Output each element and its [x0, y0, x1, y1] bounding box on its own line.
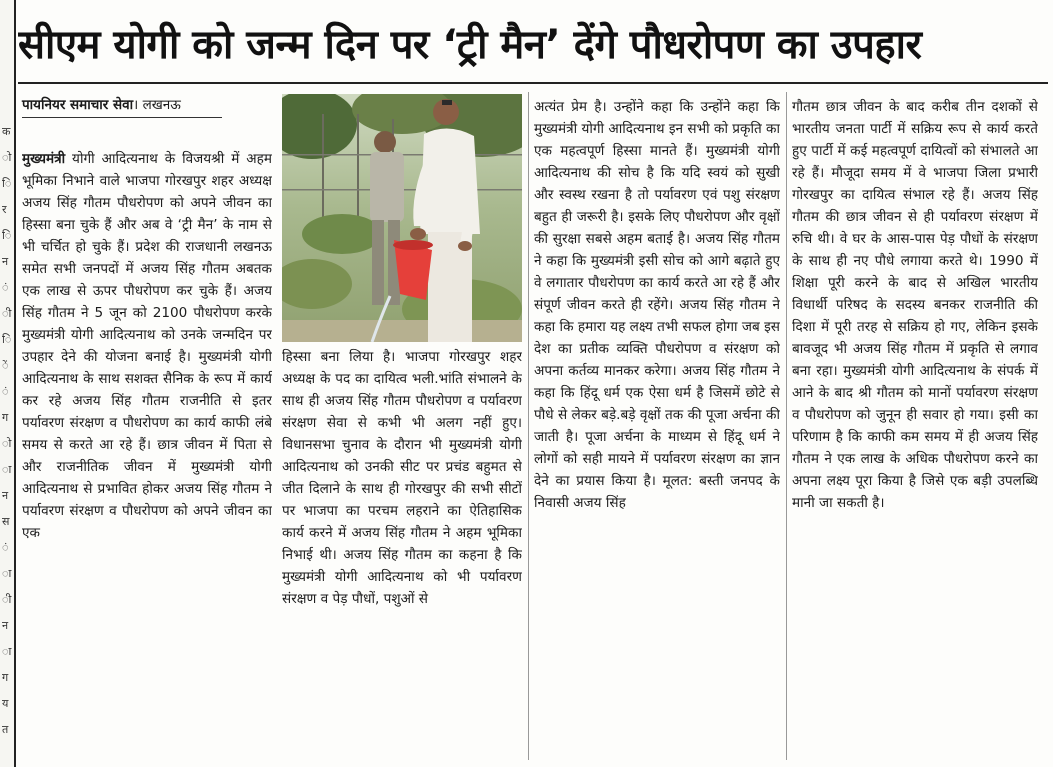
- article-column-4: गौतम छात्र जीवन के बाद करीब तीन दशकों से भारतीय जनता पार्टी में सक्रिय रूप से कार्य करते हुए पार्टी में कई महत्वपूर्ण दायित्वों को संभालते आ रहे हैं। मौजूदा समय में वे भाजपा जिला प्रभारी गोरखपुर का दायित्व संभाल रहे हैं। अजय सिंह गौतम की छात्र जीवन से ही पर्यावरण संरक्षण में रुचि थी। वे घर के आस-पास पेड़ पौधों के संरक्षण के साथ ही नए पौधे लगाया करते थे। 1990 में शिक्षा पूरी करने के बाद से अखिल भारतीय विधार्थी परिषद के सदस्य बनकर राजनीति की दिशा में पूरी तरह से सक्रिय हो गए, लेकिन इसके बावजूद भी अजय सिंह गौतम में प्रकृति से लगाव बना रहा। मुख्यमंत्री योगी आदित्यनाथ के संपर्क में आने के बाद श्री गौतम को मानों पर्यावरण संरक्षण व पौधरोपण को जुनून ही सवार हो गया। इसी का परिणाम है कि काफी कम समय में ही अजय सिंह गौतम ने एक लाख के अधिक पौधरोपण करने का अपना लक्ष्य पूरा किया है जिसे एक बड़ी उपलब्धि मानी जा सकती है।: [792, 99, 1038, 511]
- column-1-text: योगी आदित्यनाथ के विजयश्री में अहम भूमिका निभाने वाले भाजपा गोरखपुर शहर अध्यक्ष अजय सिंह गौतम पौधरोपण को अपने जीवन का हिस्सा बना चुके हैं और अब वे ‘ट्री मैन’ के नाम से भी चर्चित हो चुके हैं। प्रदेश की राजधानी लखनऊ समेत सभी जनपदों में अजय सिंह गौतम अबतक एक लाख से ऊपर पौधरोपण कर चुके हैं। अजय सिंह गौतम ने 5 जून को 2100 पौधरोपण करके मुख्यमंत्री योगी आदित्यनाथ को उनके जन्मदिन पर उपहार देने की योजना बनाई है। मुख्यमंत्री योगी आदित्यनाथ के साथ सशक्त सैनिक के रूप में कार्य कर रहे अजय सिंह गौतम राजनीति से इतर पर्यावरण संरक्षण व पौधरोपण का कार्य काफी लंबे समय से करते आ रहे हैं। छात्र जीवन में पिता से और राजनीतिक जीवन में मुख्यमंत्री योगी आदित्यनाथ से प्रभावित होकर अजय सिंह गौतम ने पर्यावरण संरक्षण व पौधरोपण को अपने जीवन का एक: [22, 151, 272, 541]
- news-photo-planting: [282, 94, 522, 342]
- byline-location: । लखनऊ: [133, 97, 181, 113]
- article-column-2: हिस्सा बना लिया है। भाजपा गोरखपुर शहर अध्यक्ष के पद का दायित्व भली.भांति संभालने के साथ ही अजय सिंह गौतम पौधरोपण व पर्यावरण संरक्षण सेवा से कभी भी अलग नहीं हुए। विधानसभा चुनाव के दौरान भी मुख्यमंत्री योगी आदित्यनाथ को उनकी सीट पर प्रचंड बहुमत से जीत दिलाने के साथ ही गोरखपुर की सभी सीटों पर भाजपा का परचम लहराने का ऐतिहासिक कार्य करने में अजय सिंह गौतम ने अहम भूमिका निभाई थी। अजय सिंह गौतम का कहना है कि मुख्यमंत्री योगी आदित्यनाथ को भी पर्यावरण संरक्षण व पेड़ पौधों, पशुओं से: [282, 349, 522, 607]
- column-divider: [786, 92, 787, 760]
- photo-illustration: [282, 94, 522, 342]
- headline: सीएम योगी को जन्म दिन पर ‘ट्री मैन’ देंगे पौधरोपण का उपहार: [18, 8, 1048, 84]
- article-column-3: अत्यंत प्रेम है। उन्होंने कहा कि उन्होंने कहा कि मुख्यमंत्री योगी आदित्यनाथ इन सभी को प्रकृति का एक महत्वपूर्ण हिस्सा मानते हैं। मुख्यमंत्री योगी आदित्यनाथ की सोच है कि यदि स्वयं को सुखी और स्वस्थ रखना है तो पर्यावरण एवं पशु संरक्षण बहुत ही जरूरी है। इसके लिए पौधरोपण और वृक्षों की सुरक्षा सबसे अहम बताई है। अजय सिंह गौतम ने कहा कि मुख्यमंत्री इसी सोच को आगे बढ़ाते हुए वे लगातार पौधरोपण का कार्य करते आ रहे हैं और संपूर्ण जीवन करते ही रहेंगे। अजय सिंह गौतम ने कहा कि हमारा यह लक्ष्य तभी सफल होगा जब इस देश का प्रतीक व्यक्ति पौधरोपण व संरक्षण को अपना कर्तव्य मानकर करेगा। अजय सिंह गौतम ने कहा कि हिंदू धर्म एक ऐसा धर्म है जिसमें छोटे से पौधे से लेकर बड़े.बड़े वृक्षों तक की पूजा अर्चना की जाती है। पूजा अर्चना के माध्यम से हिंदू धर्म ने लोगों को सही मायने में पर्यावरण संरक्षण का ज्ञान देने का प्रयास किया है। मूलत: बस्ती जनपद के निवासी अजय सिंह: [534, 99, 780, 511]
- column-divider: [528, 92, 529, 760]
- byline-underline: [22, 117, 222, 118]
- previous-page-edge: क ो ि र ि न ं ी ि ें ं ग ो ा न स ं ा ी न ा ग य त: [0, 0, 16, 767]
- lead-word: मुख्यमंत्री: [22, 151, 66, 167]
- byline-agency: पायनियर समाचार सेवा: [22, 97, 134, 113]
- article-column-1: [22, 148, 272, 760]
- byline: [22, 96, 272, 114]
